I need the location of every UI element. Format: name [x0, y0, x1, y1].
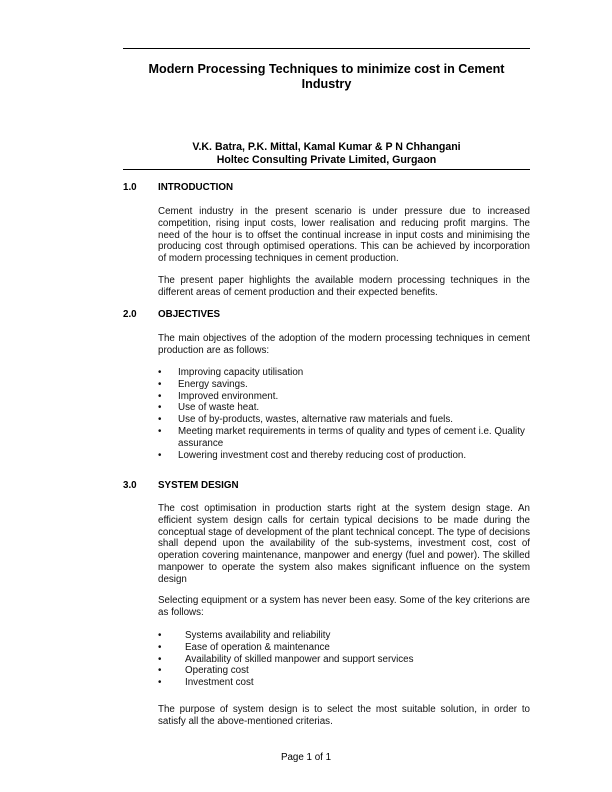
bullet-icon: • — [158, 402, 162, 414]
bullet-icon: • — [158, 414, 162, 426]
author-block — [123, 141, 530, 167]
objectives-list — [158, 367, 530, 461]
paragraph: The present paper highlights the available modern processing techniques in the different areas of cement production and their expected benefits. — [158, 275, 530, 298]
section-number: 1.0 — [123, 182, 137, 193]
affiliation: Holtec Consulting Private Limited, Gurgaon — [216, 154, 437, 166]
list-item: • Systems availability and reliability — [158, 630, 331, 641]
section-number: 2.0 — [123, 309, 137, 320]
paragraph: The main objectives of the adoption of the modern processing techniques in cement production are as follows: — [158, 333, 530, 356]
list-item: • Ease of operation & maintenance — [158, 641, 330, 653]
bullet-icon: • — [158, 425, 162, 437]
list-item: • Use of by-products, wastes, alternative raw materials and fuels. — [158, 414, 453, 426]
list-item: • Investment cost — [158, 677, 254, 689]
bullet-icon: • — [158, 390, 162, 402]
section-title: OBJECTIVES — [158, 309, 221, 320]
list-item: • Improved environment. — [158, 390, 279, 402]
authors-rule — [123, 169, 530, 170]
bullet-icon: • — [158, 665, 162, 677]
authors: V.K. Batra, P.K. Mittal, Kamal Kumar & P N Chhangani — [192, 141, 461, 153]
paragraph: Selecting equipment or a system has never been easy. Some of the key criterions are as follows: — [158, 595, 530, 618]
bullet-icon: • — [158, 677, 162, 689]
list-item: • Improving capacity utilisation — [158, 367, 304, 378]
bullet-icon: • — [158, 378, 162, 390]
section-number: 3.0 — [123, 480, 137, 491]
section-title: INTRODUCTION — [158, 182, 234, 193]
paragraph: Cement industry in the present scenario is under pressure due to increased competition, rising input costs, lower realisation and reducing profit margins. The need of the hour is to offset the continual increase in input costs and minimising the producing cost through optimised operations. This can be achieved by incorporation of modern processing techniques in cement production. — [158, 206, 530, 265]
list-item: • Meeting market requirements in terms of quality and types of cement i.e. Quality assurance — [158, 425, 525, 449]
bullet-icon: • — [158, 630, 162, 641]
bullet-icon: • — [158, 367, 162, 378]
list-item: • Availability of skilled manpower and support services — [158, 653, 414, 665]
list-item: • Use of waste heat. — [158, 402, 260, 414]
paper-title: Modern Processing Techniques to minimize cost in Cement Industry — [148, 62, 505, 91]
criteria-list — [158, 630, 530, 689]
list-item: • Operating cost — [158, 665, 249, 677]
bullet-icon: • — [158, 641, 162, 653]
bullet-icon: • — [158, 449, 162, 461]
list-item: • Energy savings. — [158, 378, 248, 390]
page-footer: Page 1 of 1 — [280, 752, 332, 763]
bullet-icon: • — [158, 653, 162, 665]
list-item: • Lowering investment cost and thereby reducing cost of production. — [158, 449, 467, 461]
section-title: SYSTEM DESIGN — [158, 480, 239, 491]
paragraph: The cost optimisation in production starts right at the system design stage. An efficient system design calls for certain typical decisions to be made during the conceptual stage of development of the plant technical concept. The type of decisions shall depend upon the availability of the sub-systems, investment cost, cost of operation covering maintenance, manpower and energy (fuel and power). The skilled manpower to operate the system also makes significant influence on the system design — [158, 503, 530, 585]
top-rule — [123, 48, 530, 49]
paragraph: The purpose of system design is to select the most suitable solution, in order to satisfy all the above-mentioned criterias. — [158, 704, 530, 727]
